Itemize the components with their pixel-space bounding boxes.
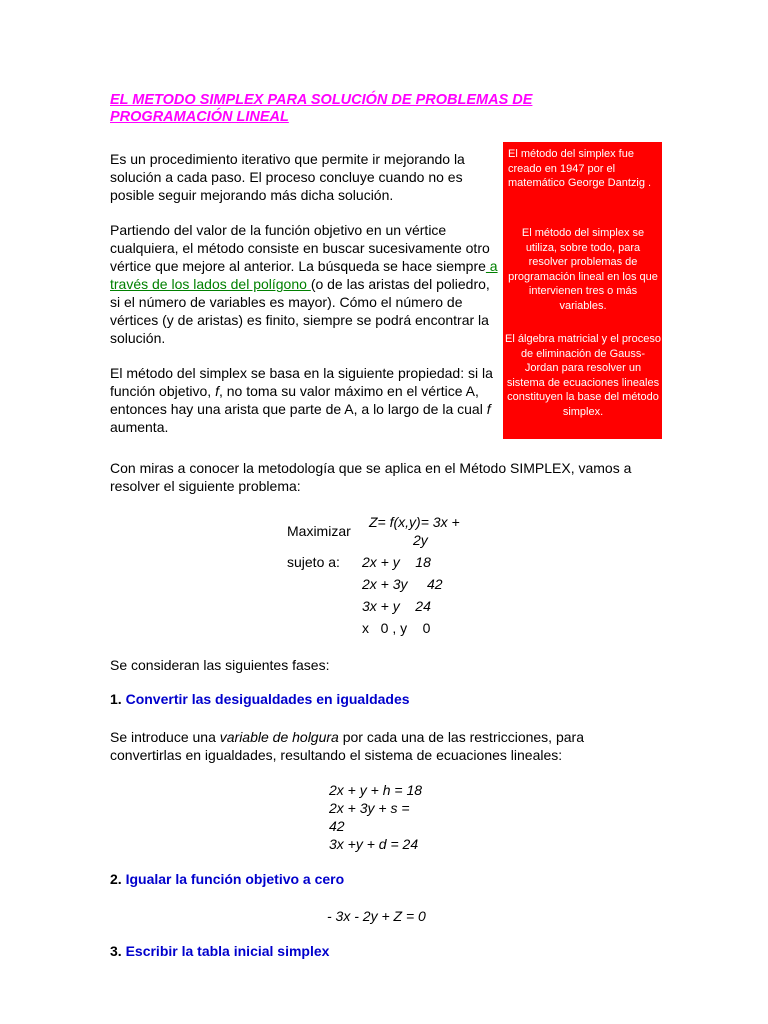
equation-2-line-1: 2x + 3y + s = <box>329 800 410 816</box>
objective-line-1: Z= f(x,y)= 3x + <box>369 514 460 530</box>
p3-f1: f <box>215 383 219 399</box>
equation-2-line-2: 42 <box>329 818 345 834</box>
step-2-heading <box>110 871 344 887</box>
step-1-text-b: por cada una de las restricciones, para convertirlas en igualdades, resultando el sistema de ecuaciones lineales: <box>110 729 584 763</box>
subject-label: sujeto a: <box>287 554 340 570</box>
step-1-text-italic: variable de holgura <box>219 729 339 745</box>
constraint-4: x 0 , y 0 <box>362 620 431 636</box>
intro-paragraph-2 <box>110 221 502 347</box>
intro-paragraph-2-text: Partiendo del valor de la función objetivo en un vértice cualquiera, el método consiste en buscar sucesivamente otro vértice que mejore al anterior. La búsqueda se hace siempre <box>110 222 490 274</box>
p3-text-c: aumenta. <box>110 419 169 435</box>
step-3-title: Escribir la tabla inicial simplex <box>125 943 330 959</box>
problem-intro: Con miras a conocer la metodología que se aplica en el Método SIMPLEX, vamos a resolver el siguiente problema: <box>110 460 632 494</box>
intro-paragraph-3 <box>110 364 500 436</box>
step-1-heading <box>110 691 410 707</box>
p3-f2: f <box>486 401 491 417</box>
sidebar-note-box <box>503 142 662 439</box>
polygon-sides-link[interactable]: a través de los lados del polígono <box>110 258 498 292</box>
objective-zero-equation: - 3x - 2y + Z = 0 <box>327 908 426 924</box>
step-2-number: 2. <box>110 871 122 887</box>
constraint-3: 3x + y 24 <box>362 598 431 614</box>
step-1-text <box>110 728 650 764</box>
step-3-number: 3. <box>110 943 122 959</box>
intro-paragraph-2-text-end: (o de las aristas del poliedro, si el número de variables es mayor). Cómo el número de vértices (y de aristas) es finito, siempre se podrá encontrar la solución. <box>110 276 490 346</box>
sidebar-note-2: El método del simplex se utiliza, sobre todo, para resolver problemas de programación lineal en los que intervienen tres o más variables. <box>508 227 658 312</box>
step-1-title: Convertir las desigualdades en igualdades <box>125 691 410 707</box>
intro-paragraph-1: Es un procedimiento iterativo que permite ir mejorando la solución a cada paso. El proceso concluye cuando no es posible seguir mejorando más dicha solución. <box>110 151 465 203</box>
objective-line-2: 2y <box>413 532 428 548</box>
step-2-title: Igualar la función objetivo a cero <box>125 871 345 887</box>
equation-3: 3x +y + d = 24 <box>329 836 419 852</box>
step-1-text-a: Se introduce una <box>110 729 220 745</box>
constraint-2: 2x + 3y 42 <box>362 576 443 592</box>
page-title: EL METODO SIMPLEX PARA SOLUCIÓN DE PROBLEMAS DE PROGRAMACIÓN LINEAL <box>110 92 533 125</box>
p3-text-b: , no toma su valor máximo en el vértice A, entonces hay una arista que parte de A, a lo largo de la cual <box>110 383 487 417</box>
maximize-label: Maximizar <box>287 523 351 539</box>
step-3-heading <box>110 943 329 959</box>
equation-1: 2x + y + h = 18 <box>329 782 423 798</box>
p3-text-a: El método del simplex se basa en la siguiente propiedad: si la función objetivo, <box>110 365 493 399</box>
constraint-1: 2x + y 18 <box>362 554 431 570</box>
sidebar-note-3: El álgebra matricial y el proceso de eliminación de Gauss-Jordan para resolver un sistema de ecuaciones lineales constituyen la base del método simplex. <box>505 333 661 418</box>
phases-intro: Se consideran las siguientes fases: <box>110 657 330 673</box>
step-1-number: 1. <box>110 691 122 707</box>
sidebar-note-1: El método del simplex fue creado en 1947 por el matemático George Dantzig . <box>508 148 652 189</box>
